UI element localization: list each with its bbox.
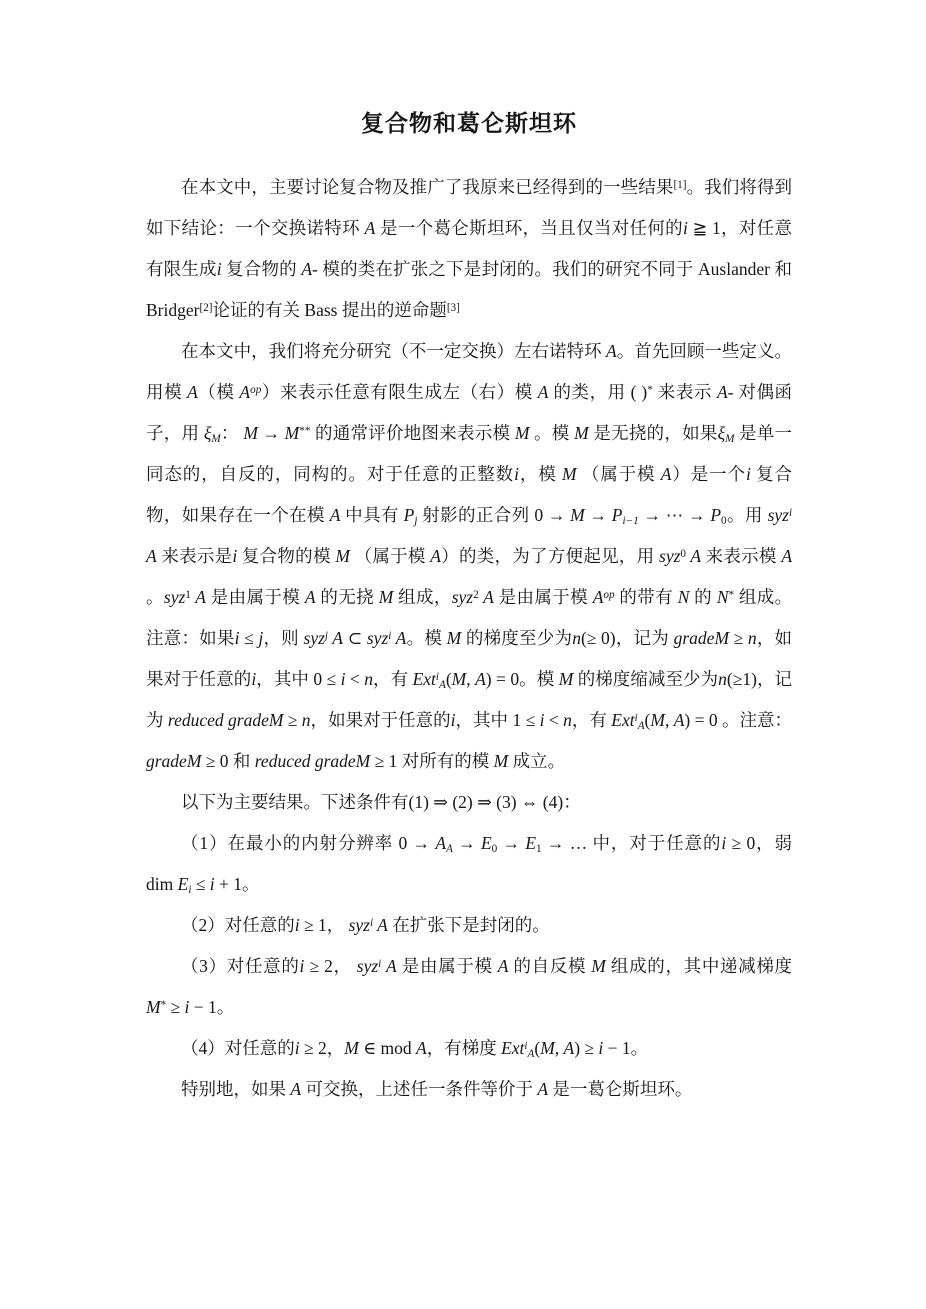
math-run: i−1 [622,514,639,527]
paragraph-main-results [146,782,792,823]
math-run: E [177,873,189,894]
text-run: ， [326,1037,345,1058]
math-run: i [378,957,382,970]
math-run: A [439,678,446,691]
math-run: i [634,711,638,724]
paragraph-intro [146,167,792,331]
math-run: A [304,586,316,607]
math-run: ≤ [191,873,210,894]
math-run: ≥ 0 [726,832,756,853]
text-run: 中具有 [340,504,404,525]
math-run: (≥ 0) [580,627,616,648]
math-run: 1 [536,842,542,855]
math-run: M [446,627,462,648]
math-run: 2 [473,588,479,601]
math-run: M [650,709,665,730]
text-run: 的 [689,586,717,607]
text-run: （1）在最小的内射分辨率 [181,832,399,853]
text-run: 在本文中，我们将充分研究（不一定交换）左右诺特环 [181,340,607,361]
math-run: 1 [185,588,191,601]
math-run: E [525,832,537,853]
math-run: i [514,463,519,484]
math-run: i [524,1039,528,1052]
math-run: M [146,996,161,1017]
math-run: , [554,1037,564,1058]
math-run: syz [767,504,789,525]
math-run: i [370,916,374,929]
math-run: n [572,627,581,648]
text-run: [3] [446,301,460,314]
math-run: A [475,668,486,689]
math-run: ≥ [166,996,185,1017]
math-run: A [381,955,397,976]
math-run: ( ) [630,381,648,402]
math-run: M [591,955,606,976]
math-run: ξ [203,422,212,443]
text-run: （属于模 [349,545,431,566]
math-run: gradeM [146,750,202,771]
text-run: （3）对任意的 [181,955,300,976]
math-run: n [563,709,572,730]
text-run: ，如果对于任意的 [310,709,451,730]
math-run: syz [659,545,681,566]
math-run: (≥1) [726,668,757,689]
text-run: 组成的，其中递减梯度 [605,955,793,976]
math-run: A [537,1078,549,1099]
math-run: ≥ 2 [299,1037,327,1058]
text-run: 在本文中，主要讨论复合物及推广了我原来已经得到的一些结果 [181,176,674,197]
text-run: 以下为主要结果。下述条件有 [181,791,409,812]
math-run: A [537,381,549,402]
math-run: ≥ 2 [304,955,333,976]
math-run: → [452,832,481,853]
text-run: 组成， [393,586,452,607]
text-run: （2）对任意的 [181,914,295,935]
math-run: ≥ [729,627,748,648]
math-run: → ⋯ → [638,504,711,525]
text-run: 的带有 [614,586,678,607]
text-run: ，有梯度 [426,1037,502,1058]
math-run: − 1 [189,996,217,1017]
math-run: syz [366,627,389,648]
math-run: Ext [611,709,635,730]
paragraph-conclusion [146,1069,792,1110]
math-run: M [284,422,300,443]
text-run: ，其中 [455,709,513,730]
math-run: 0 ≤ [313,668,341,689]
math-run: A [637,719,645,732]
text-run: 成立。 [508,750,566,771]
math-run: M [561,463,577,484]
text-run: 是一个葛仑斯坦环，当且仅当对任何的 [375,217,684,238]
math-run: A [187,381,198,402]
math-run: A [373,914,388,935]
math-run: n [718,668,727,689]
math-run: i [721,832,727,853]
math-run: reduced gradeM [167,709,284,730]
math-run: E [480,832,492,853]
text-run: 是单一同态的，自反的，同构的。对于任意的正整数 [146,422,793,484]
math-run: A [563,1037,575,1058]
math-run: syz [356,955,379,976]
math-run: P [710,504,722,525]
math-run: → [257,422,285,443]
math-run: ≥ [283,709,302,730]
text-run: 对所有的模 [397,750,494,771]
math-run: A [497,955,509,976]
math-run: A [716,381,728,402]
math-run: dim [146,873,178,894]
text-run: ，则 [263,627,304,648]
text-run: 论证的有关 Bass 提出的逆命题 [212,299,447,320]
math-run: M [570,504,585,525]
math-run: A [239,381,251,402]
math-run: A [673,709,685,730]
text-run: ）是一个 [671,463,746,484]
math-run: * [647,383,653,396]
text-run: - 模的类在扩张之下是封闭的。我们的研究不同于 Auslander 和 Bridger [146,258,793,320]
math-run: i [539,709,545,730]
text-run: 中，对于任意的 [587,832,722,853]
math-run: n [747,627,757,648]
text-run: 特别地，如果 [181,1078,291,1099]
math-run: M [243,422,258,443]
math-run: M [335,545,350,566]
math-run: i [234,627,240,648]
text-run: 。注意： [717,709,793,730]
math-run: op [250,383,262,396]
math-run: M [514,422,530,443]
math-run: syz [451,586,474,607]
math-run: i [294,1037,300,1058]
math-run: M [558,668,574,689]
math-run: ) = 0 [485,668,520,689]
math-run: i [294,914,300,935]
text-run: 的梯度至少为 [461,627,573,648]
text-run: 可交换，上述任一条件等价于 [301,1078,538,1099]
math-run: 1 ≤ [512,709,540,730]
math-run: i [216,258,222,279]
text-run: 。 [146,586,164,607]
math-run: ∈ mod [358,1037,417,1058]
math-run: op [603,588,615,601]
math-run: gradeM [673,627,730,648]
math-run: A [391,627,407,648]
text-run: 的自反模 [508,955,592,976]
text-run: 在扩张下是封闭的。 [387,914,550,935]
math-run: A [527,1047,535,1060]
text-run: 。模 [529,422,575,443]
text-run: 。我们将得到如下结论：一个交换诺特环 [146,176,793,238]
math-run: A [290,1078,302,1099]
math-run: ** [299,424,311,437]
text-run: ： [563,791,581,812]
math-run: i [232,545,238,566]
math-run: 0 [721,514,727,527]
math-run: A [190,586,206,607]
math-run: i [188,883,192,896]
text-run: 是由属于模 [396,955,498,976]
page-title: 复合物和葛仑斯坦环 [361,110,577,136]
math-run: ) ≥ [574,1037,599,1058]
text-run: 的类，用 [548,381,631,402]
math-run: M [451,668,467,689]
text-run: ，其中 [256,668,314,689]
math-run: 0 [680,547,686,560]
math-run: j [324,629,329,642]
math-run: , [664,709,674,730]
math-run: syz [303,627,325,648]
text-run: - 对偶函子，用 [146,381,793,443]
math-run: < [544,709,564,730]
text-run: ）的类，为了方便起见，用 [440,545,660,566]
text-run: ≧ 1，对任意有限生成 [146,217,792,279]
text-run: ，记为 [146,668,793,730]
math-run: M [344,1037,359,1058]
math-run: < [345,668,365,689]
math-run: n [364,668,373,689]
text-run: 。模 [519,668,559,689]
math-run: + 1 [214,873,243,894]
text-run: 。 [242,873,260,894]
text-run: 是一葛仑斯坦环。 [548,1078,693,1099]
text-run: 和 [232,750,255,771]
text-run: 是无挠的，如果 [588,422,718,443]
math-run: A [606,340,617,361]
math-run: i [184,996,190,1017]
text-run: （4）对任意的 [181,1037,295,1058]
math-run: M [211,432,221,445]
math-run: i [683,217,688,238]
condition-2 [146,905,792,946]
text-run: （属于模 [576,463,661,484]
math-run: Ext [501,1037,525,1058]
math-run: i [435,670,439,683]
math-run: * [728,588,735,601]
math-run: ) = 0 [684,709,718,730]
math-run: ≤ [239,627,259,648]
math-run: → … [541,832,588,853]
math-run: 0 → [398,832,436,853]
math-run: ≥ 0 [201,750,233,771]
math-run: A [364,217,376,238]
text-run: 。 [216,996,235,1017]
math-run: N [716,586,729,607]
math-run: j [258,627,264,648]
math-run: i [251,668,257,689]
math-run: A [686,545,702,566]
text-run: ，有 [372,668,413,689]
math-run: A [446,842,453,855]
math-run: * [160,998,167,1011]
text-run: ）来表示任意有限生成左（右）模 [261,381,538,402]
math-run: n [301,709,311,730]
math-run: M [378,586,394,607]
math-run: (1) ⇒ (2) ⇒ (3) ⇔ (4) [408,791,564,812]
text-run: ： [220,422,244,443]
math-run: i [450,709,456,730]
text-run: 的无挠 [315,586,379,607]
math-run: i [788,506,793,519]
math-run: A [301,258,313,279]
math-run: ( [445,668,452,689]
math-run: A [416,1037,427,1058]
text-run: 来表示模 [701,545,782,566]
text-run: 复合物的模 [237,545,336,566]
math-run: ⊂ [343,627,367,648]
math-run: A [430,545,441,566]
text-run: ，弱 [755,832,793,853]
text-run: 。首先回顾一些定义。用模 [146,340,793,402]
text-run: 是由属于模 [206,586,305,607]
math-run: i [598,1037,604,1058]
math-run: reduced gradeM [254,750,371,771]
math-run: A [329,504,341,525]
math-run: A [478,586,494,607]
text-run: 。用 [726,504,768,525]
math-run: ( [644,709,651,730]
text-run: 的通常评价地图来表示模 [310,422,515,443]
text-run: 。模 [406,627,447,648]
text-run: ， [332,955,357,976]
text-run: [2] [199,301,213,314]
text-run: ，如果对于任意的 [146,627,793,689]
text-run: 。 [630,1037,649,1058]
paragraph-definitions [146,331,792,782]
math-run: A [781,545,793,566]
math-run: 0 [491,842,498,855]
text-run: ，模 [518,463,562,484]
math-run: i [745,463,751,484]
condition-1 [146,823,792,905]
math-run: → [497,832,526,853]
math-run: − 1 [603,1037,631,1058]
math-run: N [677,586,690,607]
math-run: A [146,545,157,566]
math-run: A [660,463,672,484]
math-run: i [299,955,305,976]
text-run: 是由属于模 [493,586,593,607]
text-run: （模 [197,381,240,402]
math-run: ≥ 1 [370,750,398,771]
text-run: ，有 [571,709,612,730]
math-run: i [209,873,215,894]
text-run: 复合物，如果存在一个在模 [146,463,793,525]
text-run: 射影的正合列 [417,504,535,525]
math-run: ξ [717,422,726,443]
math-run: A [592,586,604,607]
text-run: [1] [673,178,687,191]
math-run: Ext [412,668,436,689]
math-run: ( [534,1037,541,1058]
math-run: 0 → [534,504,571,525]
text-run: ，记为 [615,627,674,648]
condition-3 [146,946,792,1028]
math-run: A [435,832,447,853]
math-run: syz [163,586,186,607]
math-run: syz [348,914,370,935]
condition-4 [146,1028,792,1069]
math-run: ≥ 1 [299,914,327,935]
math-run: , [466,668,476,689]
text-run: 的梯度缩减至少为 [573,668,719,689]
math-run: j [414,514,418,527]
text-run: 复合物的 [221,258,302,279]
math-run: M [725,432,735,445]
text-run: 来表示 [652,381,717,402]
math-run: M [574,422,589,443]
math-run: i [340,668,346,689]
math-run: → [584,504,612,525]
text-run: ， [326,914,349,935]
math-run: P [611,504,623,525]
text-run: 组成。注意：如果 [146,586,793,648]
math-run: i [388,629,392,642]
math-run: A [328,627,343,648]
math-run: M [493,750,509,771]
math-run: M [540,1037,555,1058]
math-run: P [403,504,415,525]
text-run: 来表示是 [156,545,233,566]
